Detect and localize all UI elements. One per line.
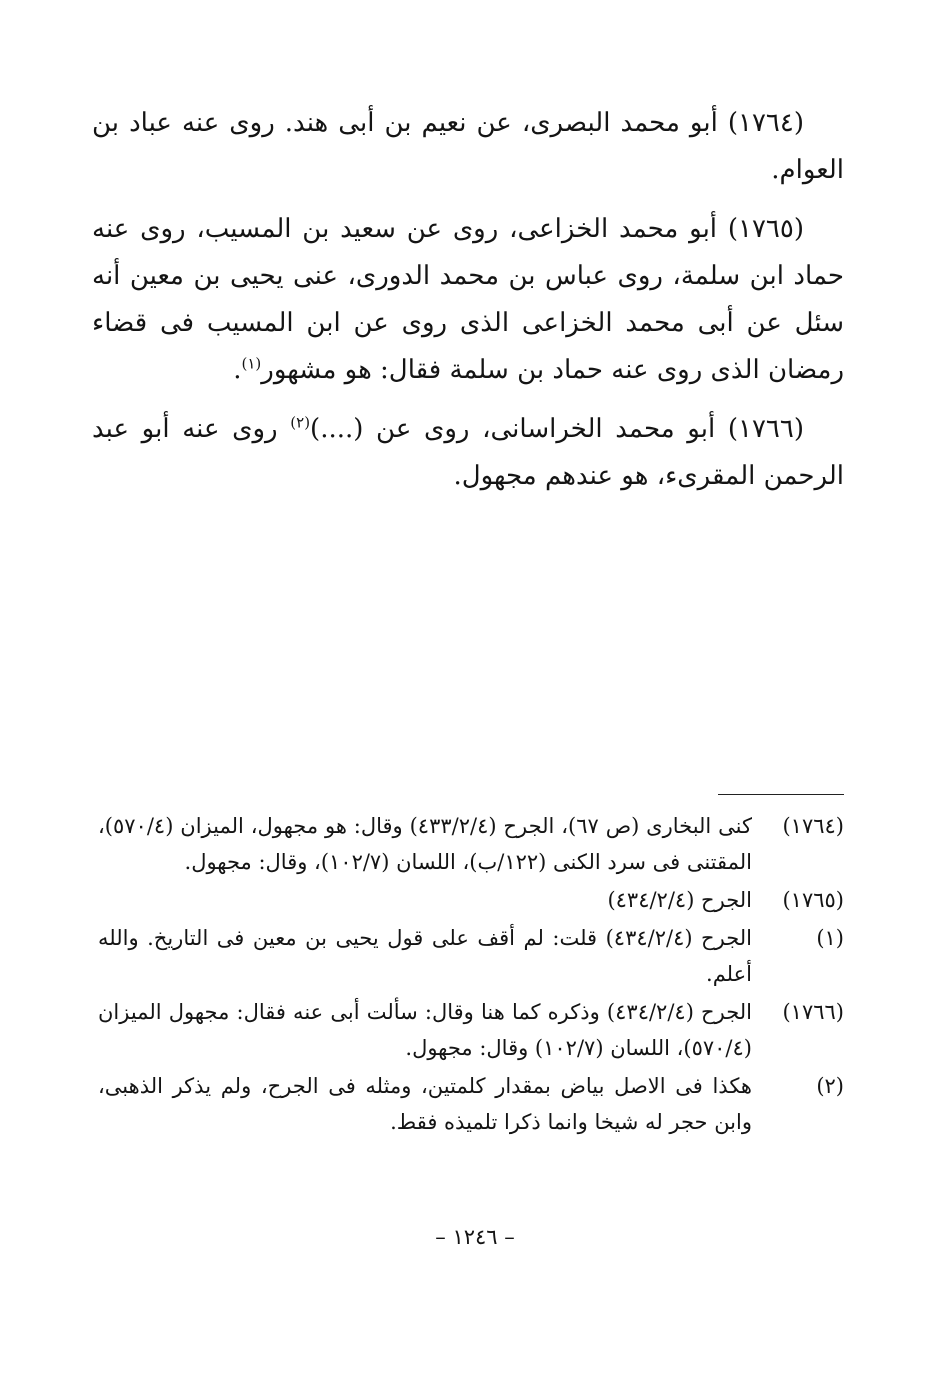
entry-1766 [92, 406, 844, 500]
entry-text: (١٧٦٤) أبو محمد البصرى، عن نعيم بن أبى هند. روى عنه عباد بن العوام. [92, 108, 844, 185]
footnote-number: (١٧٦٦) [782, 1000, 844, 1024]
entry-text: (١٧٦٦) أبو محمد الخراسانى، روى عن (....) [310, 414, 804, 444]
footnote-ref[interactable]: (١) [241, 354, 262, 373]
footnote-number: (١) [816, 926, 844, 950]
entry-text-end: . [233, 355, 242, 385]
footnote-text: هكذا فى الاصل بياض بمقدار كلمتين، ومثله فى الجرح، ولم يذكر الذهبى، وابن حجر له شيخا وانما ذكرا تلميذه فقط. [98, 1074, 752, 1134]
footnote-1766 [98, 994, 844, 1066]
footnote-text: الجرح (٤٣٤/٢/٤) قلت: لم أقف على قول يحيى بن معين فى التاريخ. والله أعلم. [98, 926, 752, 986]
entry-text: (١٧٦٥) أبو محمد الخزاعى، روى عن سعيد بن المسيب، روى عنه حماد ابن سلمة، روى عباس بن محمد الدورى، عنى يحيى بن معين أنه سئل عن أبى محمد الخزاعى الذى روى عن ابن المسيب فى قضاء رمضان الذى روى عنه حماد بن سلمة فقال: هو مشهور [92, 214, 844, 385]
footnote-number: (٢) [816, 1074, 844, 1098]
footnote-text: الجرح (٤٣٤/٢/٤) وذكره كما هنا وقال: سألت أبى عنه فقال: مجهول الميزان (٥٧٠/٤)، اللسان (١٠٢/٧) وقال: مجهول. [98, 1000, 752, 1060]
footnote-number: (١٧٦٥) [782, 888, 844, 912]
footnote-number: (١٧٦٤) [782, 814, 844, 838]
entry-text-end: روى عنه أبو عبد الرحمن المقرىء، هو عندهم مجهول. [92, 414, 844, 491]
footnote-text: كنى البخارى (ص ٦٧)، الجرح (٤٣٣/٢/٤) وقال: هو مجهول، الميزان (٥٧٠/٤)، المقتنى فى سرد الكنى (١٢٢/ب)، اللسان (١٠٢/٧)، وقال: مجهول. [98, 814, 752, 874]
footnote-divider [718, 794, 844, 795]
entry-1764 [92, 100, 844, 194]
footnote-1764 [98, 808, 844, 880]
page-number: – ١٢٤٦ – [435, 1225, 515, 1249]
footnote-2 [98, 1068, 844, 1140]
entry-1765 [92, 206, 844, 394]
footnotes [98, 808, 844, 1142]
footnote-ref[interactable]: (٢) [290, 413, 311, 432]
footnote-text: الجرح (٤٣٤/٢/٤) [607, 888, 752, 912]
footnote-1 [98, 920, 844, 992]
footnote-1765 [98, 882, 844, 918]
main-text [92, 100, 844, 512]
